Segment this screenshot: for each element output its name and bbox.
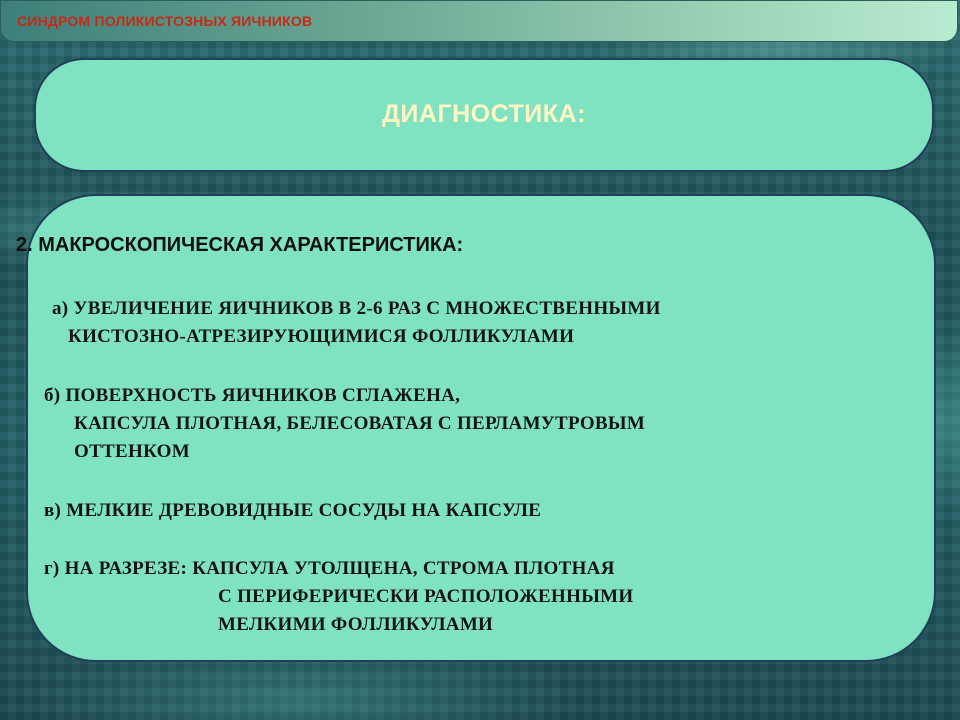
- item-d-line-1: г) НА РАЗРЕЗЕ: КАПСУЛА УТОЛЩЕНА, СТРОМА ПЛОТНАЯ: [44, 558, 615, 579]
- item-d-line-2: С ПЕРИФЕРИЧЕСКИ РАСПОЛОЖЕННЫМИ: [218, 586, 634, 607]
- item-a-line-2: КИСТОЗНО-АТРЕЗИРУЮЩИМИСЯ ФОЛЛИКУЛАМИ: [68, 326, 575, 347]
- item-d-line-3: МЕЛКИМИ ФОЛЛИКУЛАМИ: [218, 614, 494, 635]
- header-title: СИНДРОМ ПОЛИКИСТОЗНЫХ ЯИЧНИКОВ: [17, 13, 313, 29]
- item-b-line-3: ОТТЕНКОМ: [74, 441, 190, 462]
- item-a-line-1: а) УВЕЛИЧЕНИЕ ЯИЧНИКОВ В 2-6 РАЗ С МНОЖЕСТВЕННЫМИ: [52, 298, 661, 319]
- section-heading: 2. МАКРОСКОПИЧЕСКАЯ ХАРАКТЕРИСТИКА:: [16, 234, 464, 256]
- header-bar: [0, 0, 958, 42]
- item-b-line-2: КАПСУЛА ПЛОТНАЯ, БЕЛЕСОВАТАЯ С ПЕРЛАМУТРОВЫМ: [74, 413, 646, 434]
- item-c-line-1: в) МЕЛКИЕ ДРЕВОВИДНЫЕ СОСУДЫ НА КАПСУЛЕ: [44, 500, 542, 521]
- title-box: [34, 58, 934, 172]
- slide-title: ДИАГНОСТИКА:: [382, 100, 586, 128]
- item-b-line-1: б) ПОВЕРХНОСТЬ ЯИЧНИКОВ СГЛАЖЕНА,: [44, 385, 461, 406]
